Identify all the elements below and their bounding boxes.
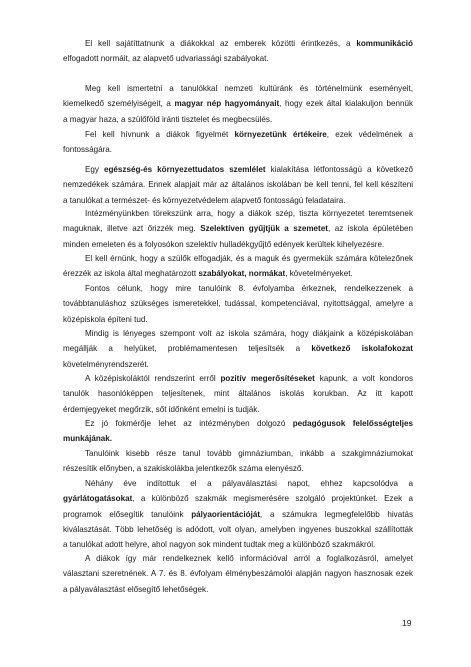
bold-text: kommunikáció (356, 39, 413, 48)
text-run: kiemelkedő személyiségeit, a (63, 99, 175, 109)
bold-text: gyárlátogatásokat (63, 494, 133, 504)
paragraph (63, 36, 413, 67)
text-run: a tanulókat a természet- és környezetvédelem alapvető fontosságú feladataira. (63, 195, 346, 205)
text-line (63, 371, 413, 386)
text-line (63, 127, 413, 142)
text-run: elfogadott normáit, az alapvető udvariassági szabályokat. (63, 54, 269, 64)
page-number: 19 (402, 618, 412, 628)
text-run: érezzék az iskola által meghatározott (63, 269, 199, 279)
text-run: A diákok így már rendelkeznek kellő információval arról a foglalkozásról, amelyet (85, 554, 413, 563)
text-run: nemzedékek számára. Ennek alapjait már az általános iskolában be kell tenni, fel kell készíteni (63, 180, 413, 190)
text-run: A középiskoláktól rendszerint erről (85, 374, 221, 383)
text-run: kapunk, a volt kondoros (314, 374, 414, 383)
text-line (63, 296, 413, 311)
bold-text: pedagógusok felelősségteljes (292, 419, 413, 428)
text-line (63, 461, 413, 476)
paragraph (63, 416, 413, 447)
bold-text: szabályokat, normákat (198, 269, 286, 279)
text-line (63, 162, 413, 177)
text-run: középiskola építeni tud. (63, 314, 148, 324)
text-line (63, 551, 413, 566)
text-run: a magyar haza, a szülőföld iránti tisztelet és megbecsülés. (63, 114, 273, 124)
text-line (63, 491, 413, 506)
text-line (63, 36, 413, 51)
text-run: minden emeleten és a folyosókon szelektív hulladékgyűjtő edények kerültek kihelyezésre. (63, 239, 385, 249)
text-run: Intézményünkben törekszünk arra, hogy a diákok szép, tiszta környezetet teremtsenek (85, 209, 413, 218)
paragraph (63, 251, 413, 282)
text-line (63, 312, 413, 327)
text-run: Tanulóink kisebb része tanul tovább gimnáziumban, inkább a szakgimnáziumokat (85, 449, 413, 458)
text-line (63, 431, 413, 446)
text-line (63, 566, 413, 581)
text-line (63, 357, 413, 372)
text-line (63, 51, 413, 66)
paragraph (63, 281, 413, 327)
text-run: Ez jó fokmérője lehet az intézményben dolgozó (85, 419, 293, 428)
text-run: , ezek védelmének a (326, 130, 413, 139)
text-run: megállják a helyüket, problémamentesen teljesítsék a (63, 344, 312, 354)
text-run: tanulók hasonlóképpen teljesítenek, mint általános iskolás korukban. Az itt kapott (63, 389, 413, 399)
text-line (63, 81, 413, 96)
text-run: követelményrendszerét. (63, 359, 149, 369)
text-line (63, 416, 413, 431)
text-run: Néhány éve indítottuk el a pályaválasztási napot, ehhez kapcsolódva a (85, 479, 413, 488)
paragraph (63, 81, 413, 127)
text-line (63, 446, 413, 461)
text-run: , az iskola épületében (327, 224, 413, 234)
paragraph (63, 162, 413, 208)
text-run: , követelményeket. (285, 269, 353, 279)
bold-text: egészség-és környezettudatos szemlélet (103, 165, 266, 174)
text-line (63, 326, 413, 341)
bold-text: magyar nép hagyományait (174, 99, 280, 109)
text-line (63, 476, 413, 491)
text-run: választani szeretnének. A 7. és 8. évfolyam élménybeszámolói alapján nagyon hasznosak ezek (63, 569, 413, 579)
text-run: Mindig is lényeges szempont volt az iskola számára, hogy diákjaink a középiskolában (85, 329, 413, 338)
bold-text: következő iskolafokozat (311, 344, 413, 354)
bold-text: pályaorientációját (191, 509, 261, 519)
text-run: , a különböző szakmák megismerésére szolgáló projektünket. Ezek a (132, 494, 413, 504)
text-line (63, 206, 413, 221)
text-line (63, 507, 413, 522)
text-line (63, 251, 413, 266)
text-run: Meg kell ismertetni a tanulókkal nemzeti kultúránk és történelmünk eseményeit, (85, 84, 413, 93)
text-run: kiválasztását. Több lehetőség is adódott, volt olyan, amelyben ingyenes buszokkal szállították (63, 524, 413, 534)
text-line (63, 177, 413, 192)
text-run: fontosságára. (63, 145, 113, 155)
bold-text: munkájának. (63, 434, 113, 444)
paragraph (63, 476, 413, 552)
paragraph (63, 206, 413, 252)
text-line (63, 402, 413, 417)
text-line (63, 386, 413, 401)
paragraph (63, 371, 413, 417)
text-run: a tanulókat adott helyre, ahol nagyon sok mindent tudtak meg a különböző szakmákról. (63, 540, 376, 550)
text-run: El kell érnünk, hogy a szülők elfogadják, és a maguk és gyermekük számára kötelezőnek (85, 254, 413, 263)
bold-text: Szelektíven gyűjtjük a szemetet (200, 224, 328, 234)
text-line (63, 112, 413, 127)
text-line (63, 96, 413, 111)
text-run: érdemjegyeket megőrzik, sőt időnként emelni is tudják. (63, 404, 260, 414)
text-run: Fontos célunk, hogy mire tanulóink 8. évfolyamba érkeznek, rendelkezzenek a (85, 284, 413, 293)
text-line (63, 522, 413, 537)
text-run: Fel kell hívnunk a diákok figyelmét (85, 130, 235, 139)
text-line (63, 281, 413, 296)
text-line (63, 221, 413, 236)
text-run: programok elősegítik tanulóink (63, 509, 192, 519)
text-run: részesítik előnyben, a szakiskolákba jelentkezők száma elenyésző. (63, 464, 304, 474)
bold-text: környezetünk értékeire (234, 130, 327, 139)
text-line (63, 341, 413, 356)
text-line (63, 142, 413, 157)
paragraph (63, 127, 413, 158)
text-run: kialakítása létfontosságú a következő (265, 165, 413, 174)
text-run: maguknak, illetve azt őrizzék meg. (63, 224, 201, 234)
paragraph (63, 326, 413, 372)
bold-text: pozitív megerősítéseket (220, 374, 315, 383)
text-run: továbbtanuláshoz szükséges ismeretekkel, tudással, kompetenciával, nyitottsággal, amelyre a (63, 299, 413, 309)
text-run: , a számukra legmegfelelőbb hivatás (260, 509, 413, 519)
paragraph (63, 551, 413, 597)
text-line (63, 582, 413, 597)
text-run: a pályaválasztást elősegítő lehetőségek. (63, 584, 209, 594)
text-run: Egy (85, 165, 104, 174)
text-run: El kell sajátíttatnunk a diákokkal az emberek közötti érintkezés, a (85, 39, 357, 48)
text-line (63, 266, 413, 281)
paragraph (63, 446, 413, 477)
text-run: , hogy ezek által kialakuljon bennük (279, 99, 414, 109)
text-line (63, 237, 413, 252)
